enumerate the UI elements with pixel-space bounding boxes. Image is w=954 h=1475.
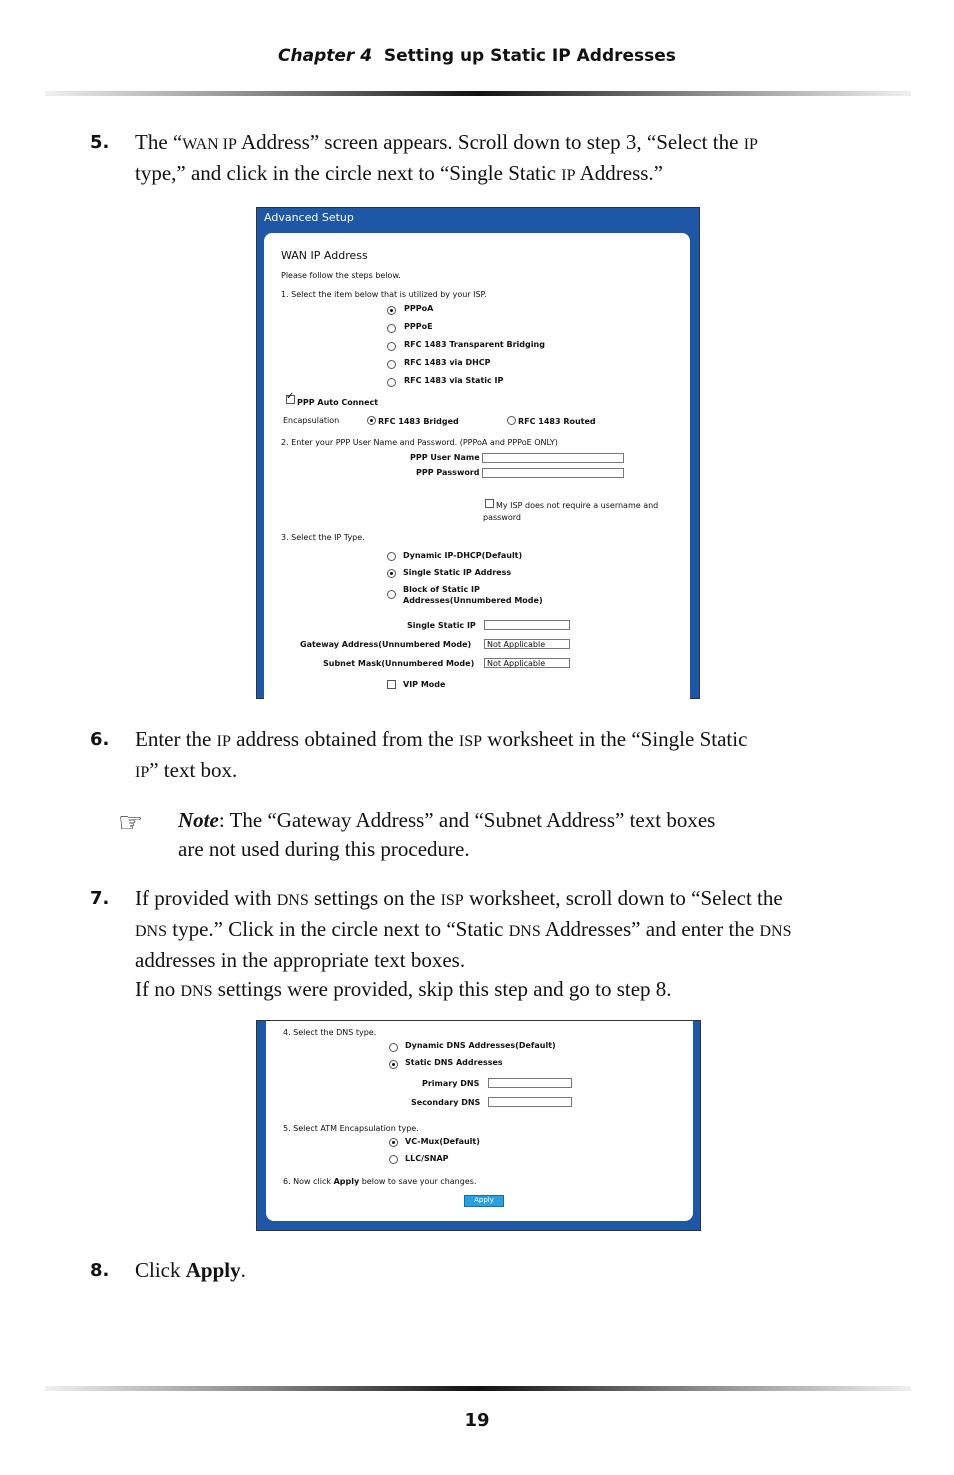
ip-option: Dynamic IP-DHCP(Default)	[403, 551, 523, 560]
footer-rule	[45, 1386, 911, 1391]
step4-text: 4. Select the DNS type.	[283, 1028, 377, 1037]
user-label: PPP User Name	[410, 453, 480, 462]
step-text: Enter the IP address obtained from the ISP worksheet in the “Single Static IP” text box.	[135, 727, 748, 782]
step-text: If provided with DNS settings on the ISP worksheet, scroll down to “Select the DNS type.” Click in the circle next to “Static DNS Addresses” and enter the DNS addresses in the appropriate text boxes. If no DNS settings were provided, skip this step and go to step 8.	[135, 886, 792, 1001]
ip-option: Block of Static IP	[403, 585, 480, 594]
step-text: The “WAN IP Address” screen appears. Scroll down to step 3, “Select the IP type,” and click in the circle next to “Single Static IP Address.”	[135, 130, 758, 185]
radio-llcsnap[interactable]	[389, 1155, 398, 1164]
radio-encap-bridged[interactable]	[367, 416, 376, 425]
page-number: 19	[464, 1410, 490, 1431]
step-text: Click Apply.	[135, 1258, 246, 1282]
intro-text: Please follow the steps below.	[281, 271, 401, 280]
radio-single-static[interactable]	[387, 569, 396, 578]
gateway-label: Gateway Address(Unnumbered Mode)	[300, 640, 472, 649]
dns-screenshot	[256, 1020, 701, 1231]
atm-option: VC-Mux(Default)	[405, 1137, 480, 1146]
dns-option: Static DNS Addresses	[405, 1058, 503, 1067]
secondary-dns-input[interactable]	[488, 1097, 572, 1107]
isp-option: RFC 1483 via Static IP	[404, 376, 504, 385]
radio-dynamic-dns[interactable]	[389, 1043, 398, 1052]
note-text: Note: The “Gateway Address” and “Subnet Address” text boxes are not used during this procedure.	[178, 808, 716, 861]
isp-option: PPPoE	[404, 322, 433, 331]
ip-option: Single Static IP Address	[403, 568, 512, 577]
gateway-input[interactable]: Not Applicable	[484, 639, 570, 649]
no-auth-checkbox[interactable]	[485, 499, 494, 508]
no-auth-line1: My ISP does not require a username and	[496, 501, 659, 510]
radio-vcmux[interactable]	[389, 1138, 398, 1147]
radio-block-static[interactable]	[387, 590, 396, 599]
radio-encap-routed[interactable]	[507, 416, 516, 425]
radio-static-dns[interactable]	[389, 1060, 398, 1069]
pass-label: PPP Password	[416, 468, 480, 477]
dns-panel	[266, 1021, 693, 1221]
encap-option: RFC 1483 Bridged	[378, 417, 459, 426]
encap-label: Encapsulation	[283, 416, 340, 425]
auto-connect-checkbox[interactable]	[286, 395, 295, 404]
running-header	[0, 46, 954, 66]
apply-button[interactable]: Apply	[464, 1195, 504, 1207]
dns-option: Dynamic DNS Addresses(Default)	[405, 1041, 556, 1050]
auto-connect-label: PPP Auto Connect	[297, 398, 379, 407]
step6-text: 6. Now click Apply below to save your changes.	[283, 1177, 477, 1186]
step-number: 8.	[90, 1260, 110, 1281]
isp-option: RFC 1483 via DHCP	[404, 358, 491, 367]
step1-text: 1. Select the item below that is utilized by your ISP.	[281, 290, 487, 299]
radio-pppoe[interactable]	[387, 324, 396, 333]
vip-checkbox[interactable]	[387, 680, 396, 689]
pointing-hand-icon: ☞	[118, 806, 144, 839]
radio-bridging[interactable]	[387, 342, 396, 351]
radio-pppoa[interactable]	[387, 306, 396, 315]
primary-dns-input[interactable]	[488, 1078, 572, 1088]
panel-title: WAN IP Address	[281, 249, 368, 262]
atm-option: LLC/SNAP	[405, 1154, 449, 1163]
chapter-label: Chapter 4	[278, 46, 373, 66]
password-input[interactable]	[482, 468, 624, 478]
step2-text: 2. Enter your PPP User Name and Password. (PPPoA and PPPoE ONLY)	[281, 438, 558, 447]
header-rule	[45, 91, 911, 96]
single-static-ip-input[interactable]	[484, 620, 570, 630]
radio-dynamic-ip[interactable]	[387, 552, 396, 561]
isp-option: RFC 1483 Transparent Bridging	[404, 340, 545, 349]
step-number: 6.	[90, 729, 110, 750]
wan-ip-panel	[264, 233, 690, 699]
radio-dhcp[interactable]	[387, 360, 396, 369]
vip-label: VIP Mode	[403, 680, 446, 689]
isp-option: PPPoA	[404, 304, 434, 313]
no-auth-line2: password	[483, 513, 521, 522]
step-number: 5.	[90, 132, 110, 153]
encap-option: RFC 1483 Routed	[518, 417, 596, 426]
chapter-title: Setting up Static IP Addresses	[383, 46, 676, 66]
wan-ip-screenshot	[256, 207, 700, 699]
subnet-label: Subnet Mask(Unnumbered Mode)	[323, 659, 475, 668]
user-name-input[interactable]	[482, 453, 624, 463]
secondary-dns-label: Secondary DNS	[411, 1098, 481, 1107]
step-number: 7.	[90, 888, 110, 909]
step5-text: 5. Select ATM Encapsulation type.	[283, 1124, 419, 1133]
radio-static[interactable]	[387, 378, 396, 387]
static-ip-label: Single Static IP	[407, 621, 476, 630]
subnet-input[interactable]: Not Applicable	[484, 658, 570, 668]
advanced-setup-bar: Advanced Setup	[264, 211, 354, 224]
primary-dns-label: Primary DNS	[422, 1079, 480, 1088]
ip-option: Addresses(Unnumbered Mode)	[403, 596, 543, 605]
step3-text: 3. Select the IP Type.	[281, 533, 365, 542]
